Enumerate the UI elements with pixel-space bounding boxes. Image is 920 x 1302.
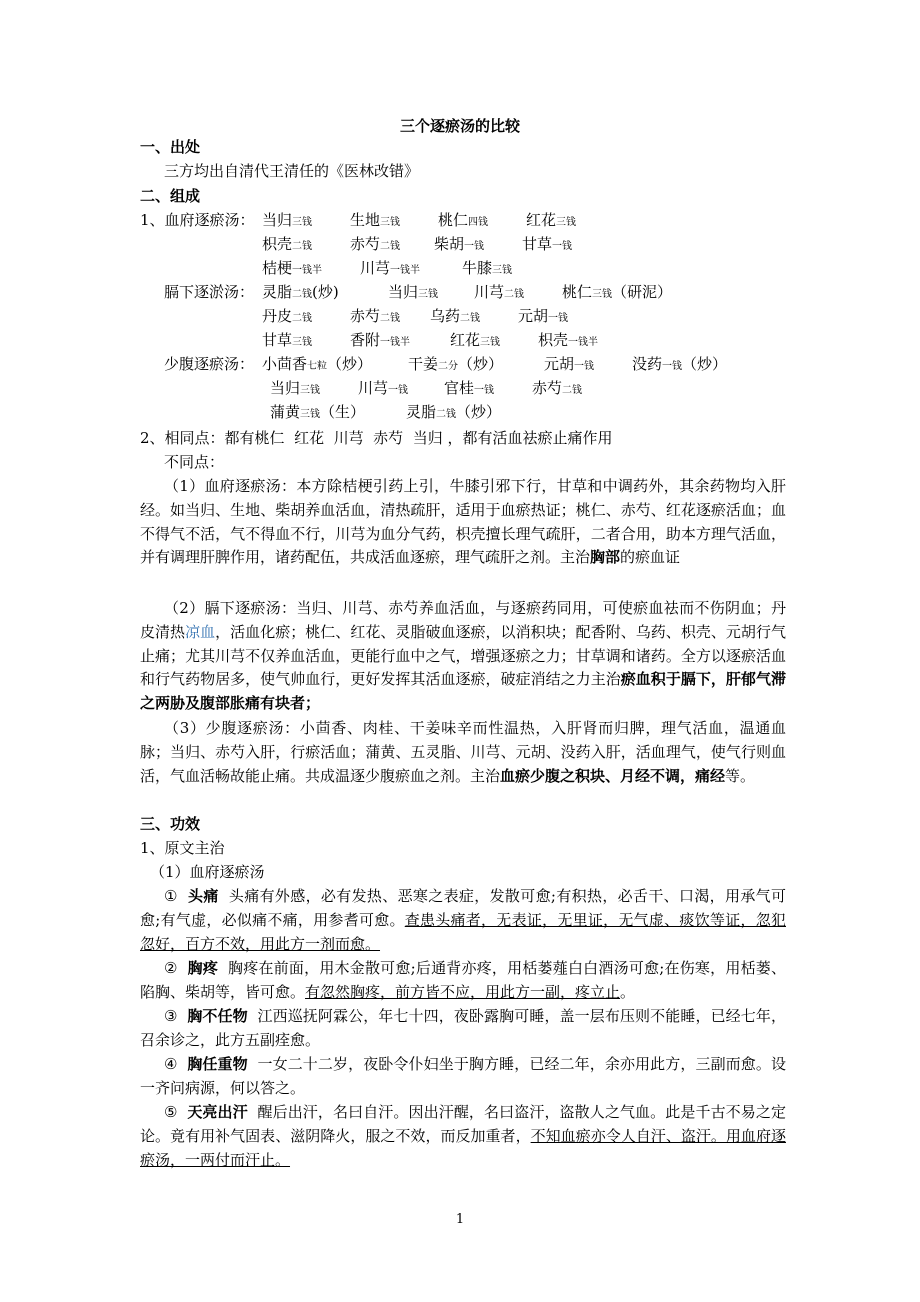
section-1-heading: 一、出处: [140, 138, 201, 156]
herb-item: 当归三钱: [388, 283, 439, 301]
paragraph-xuefu: （1）血府逐瘀汤：本方除桔梗引药上引，牛膝引邪下行，甘草和中调药外，其余药物均入肝经。如当归、生地、柴胡养血活血，清热疏肝，适用于血瘀热证；桃仁、赤芍、红花逐瘀活血；血不得气不活，气不得血不行，川芎为血分气药，枳壳擅长理气疏肝，二者合用，助本方理气活血，并有调理肝脾作用，诸药配伍，共成活血逐瘀，理气疏肝之剂。主治胸部的瘀血证: [140, 477, 786, 567]
herb-item: 小茴香七粒（炒）: [262, 355, 373, 373]
herb-item: 红花三钱: [526, 211, 577, 229]
herb-item: 甘草一钱: [522, 235, 573, 253]
herb-item: 官桂一钱: [444, 379, 495, 397]
difference-label: 不同点：: [164, 453, 225, 471]
formula-2-label: 膈下逐淤汤：: [164, 283, 255, 301]
herb-item: 川芎一钱半: [360, 259, 421, 277]
herb-item: 当归三钱: [270, 379, 321, 397]
herb-item: 香附一钱半: [350, 331, 411, 349]
section-2-heading: 二、组成: [140, 187, 201, 205]
herb-item: 干姜二分（炒）: [408, 355, 504, 373]
indication-item: ④ 胸任重物 一女二十二岁，夜卧令仆妇坐于胸方睡，已经二年，余亦用此方，三副而愈。设一齐问病源，何以答之。: [140, 1055, 786, 1097]
herb-item: 灵脂二钱(炒): [262, 283, 339, 301]
section-3-heading: 三、功效: [140, 815, 201, 833]
herb-item: 生地三钱: [350, 211, 401, 229]
herb-item: 枳壳二钱: [262, 235, 313, 253]
herb-item: 桃仁三钱（研泥）: [562, 283, 673, 301]
herb-item: 桃仁四钱: [438, 211, 489, 229]
formula-3-label: 少腹逐瘀汤：: [164, 355, 255, 373]
herb-item: 丹皮二钱: [262, 307, 313, 325]
herb-item: 赤芍二钱: [350, 307, 401, 325]
herb-item: 赤芍二钱: [532, 379, 583, 397]
herb-item: 蒲黄三钱（生）: [270, 403, 366, 421]
formula-1-label: 1、血府逐瘀汤：: [140, 211, 255, 229]
herb-item: 川芎一钱: [358, 379, 409, 397]
indication-item: ① 头痛 头痛有外感，必有发热、恶寒之表症，发散可愈;有积热，必舌干、口渴，用承气可愈;有气虚，必似痛不痛，用参耆可愈。查患头痛者，无表证，无里证，无气虚、痰饮等证，忽犯忽好，百方不效，用此方一剂而愈。: [140, 887, 786, 953]
indication-item: ② 胸疼 胸疼在前面，用木金散可愈;后通背亦疼，用栝蒌薤白白酒汤可愈;在伤寒，用栝蒌、陷胸、柴胡等，皆可愈。有忽然胸疼，前方皆不应，用此方一副，疼立止。: [140, 959, 786, 1001]
herb-item: 甘草三钱: [262, 331, 313, 349]
herb-item: 枳壳一钱半: [538, 331, 599, 349]
page-number: 1: [455, 1212, 465, 1227]
source-text: 三方均出自清代王清任的《医林改错》: [164, 162, 420, 180]
herb-item: 赤芍二钱: [350, 235, 401, 253]
herb-item: 元胡一钱: [518, 307, 569, 325]
paragraph-gexia: （2）膈下逐瘀汤：当归、川芎、赤芍养血活血，与逐瘀药同用，可使瘀血祛而不伤阴血；丹皮清热凉血，活血化瘀；桃仁、红花、灵脂破血逐瘀，以消积块；配香附、乌药、枳壳、元胡行气止痛；尤其川芎不仅养血活血，更能行血中之气，增强逐瘀之力；甘草调和诸药。全方以逐瘀活血和行气药物居多，使气帅血行，更好发挥其活血逐瘀，破症消结之力主治瘀血积于膈下，肝郁气滞之两胁及腹部胀痛有块者；: [140, 599, 786, 713]
herb-item: 桔梗一钱半: [262, 259, 323, 277]
document-title: 三个逐瘀汤的比较: [399, 117, 520, 135]
herb-item: 元胡一钱: [544, 355, 595, 373]
herb-item: 没药一钱（炒）: [632, 355, 728, 373]
similarity-text: 2、相同点：都有桃仁 红花 川芎 赤芍 当归 ，都有活血祛瘀止痛作用: [140, 429, 613, 447]
herb-item: 灵脂二钱（炒）: [406, 403, 502, 421]
indication-item: ③ 胸不任物 江西巡抚阿霖公，年七十四，夜卧露胸可睡，盖一层布压则不能睡，已经七年，召余诊之，此方五副痊愈。: [140, 1007, 786, 1049]
subsection-xuefu: （1）血府逐瘀汤: [150, 863, 265, 881]
herb-item: 川芎二钱: [474, 283, 525, 301]
subsection-heading: 1、原文主治: [140, 839, 225, 857]
herb-item: 当归三钱: [262, 211, 313, 229]
herb-item: 柴胡一钱: [434, 235, 485, 253]
paragraph-shaofu: （3）少腹逐瘀汤：小茴香、肉桂、干姜味辛而性温热，入肝肾而归脾，理气活血，温通血脉；当归、赤芍入肝，行瘀活血；蒲黄、五灵脂、川芎、元胡、没药入肝，活血理气，使气行则血活，气血活畅故能止痛。共成温逐少腹瘀血之剂。主治血瘀少腹之积块、月经不调，痛经等。: [140, 719, 786, 785]
herb-item: 牛膝三钱: [462, 259, 513, 277]
herb-item: 红花三钱: [450, 331, 501, 349]
herb-item: 乌药二钱: [430, 307, 481, 325]
indication-item: ⑤ 天亮出汗 醒后出汗，名曰自汗。因出汗醒，名曰盗汗，盗散人之气血。此是千古不易之定论。竟有用补气固表、滋阴降火，服之不效，而反加重者，不知血瘀亦令人自汗、盗汗。用血府逐瘀汤，一两付而汗止。: [140, 1103, 786, 1169]
